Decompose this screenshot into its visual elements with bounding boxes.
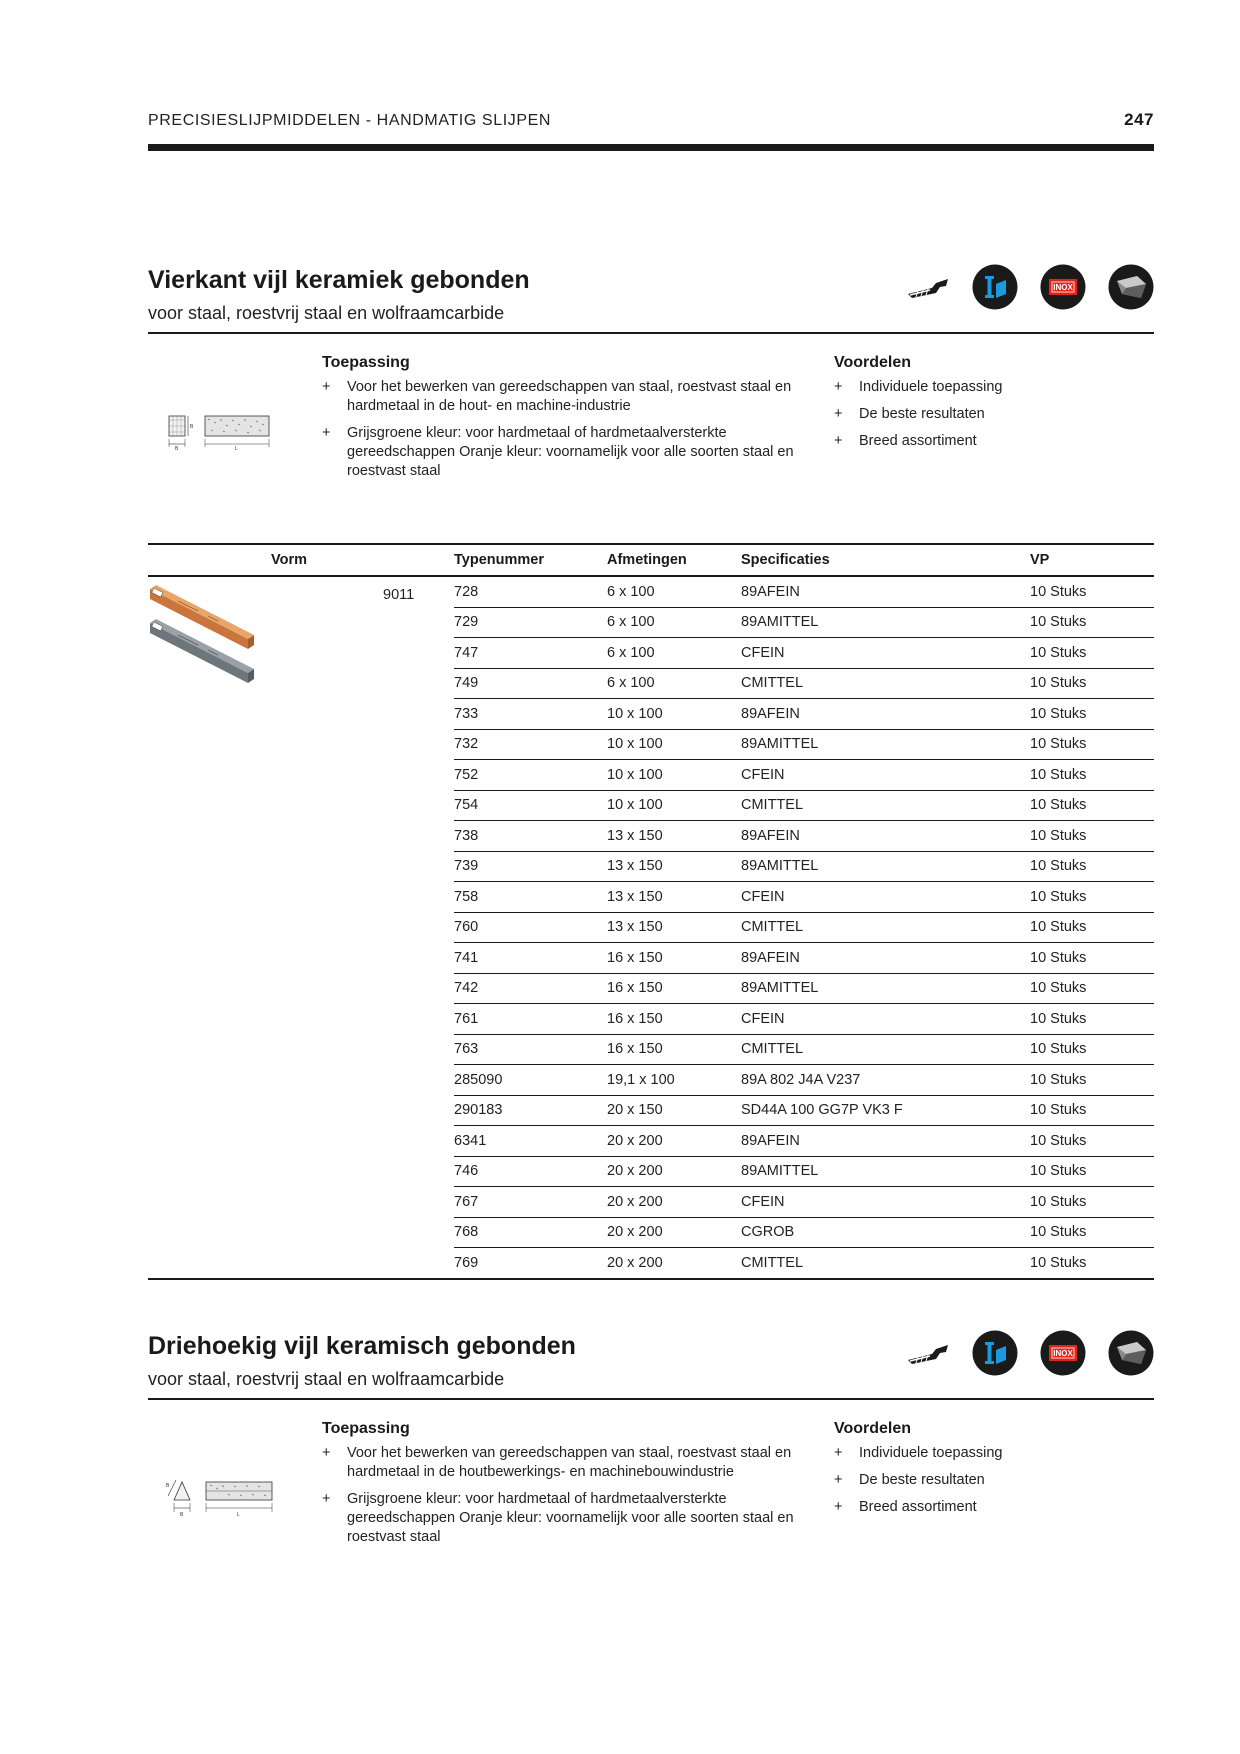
- specificaties-cell: 89AMITTEL: [741, 973, 1030, 1004]
- specificaties-cell: 89AFEIN: [741, 699, 1030, 730]
- typenummer-cell: 739: [454, 851, 607, 882]
- table-row: [148, 576, 1154, 607]
- typenummer-cell: 747: [454, 638, 607, 669]
- hand-tool-icon: [906, 273, 950, 301]
- typenummer-cell: 752: [454, 760, 607, 791]
- specificaties-cell: CGROB: [741, 1217, 1030, 1248]
- voordelen-list: [834, 1444, 1134, 1517]
- specificaties-cell: 89AFEIN: [741, 943, 1030, 974]
- vp-cell: 10 Stuks: [1030, 1126, 1154, 1157]
- voordelen-heading: Voordelen: [834, 1420, 912, 1437]
- steel-i-beam-icon: [972, 264, 1018, 310]
- vp-cell: 10 Stuks: [1030, 638, 1154, 669]
- afmetingen-cell: 16 x 150: [607, 943, 741, 974]
- typenummer-cell: 6341: [454, 1126, 607, 1157]
- col-header-vp: VP: [1030, 544, 1154, 576]
- specificaties-cell: 89A 802 J4A V237: [741, 1065, 1030, 1096]
- specificaties-cell: CMITTEL: [741, 1248, 1030, 1279]
- specificaties-cell: 89AMITTEL: [741, 1156, 1030, 1187]
- vp-cell: 10 Stuks: [1030, 607, 1154, 638]
- title-rule: [148, 1398, 1154, 1400]
- afmetingen-cell: 10 x 100: [607, 699, 741, 730]
- toepassing-heading: Toepassing: [322, 1420, 410, 1437]
- vp-cell: 10 Stuks: [1030, 576, 1154, 607]
- page-number: 247: [1124, 110, 1154, 129]
- title-rule: [148, 332, 1154, 334]
- afmetingen-cell: 10 x 100: [607, 729, 741, 760]
- col-header-specificaties: Specificaties: [741, 544, 1030, 576]
- afmetingen-cell: 10 x 100: [607, 760, 741, 791]
- toepassing-column: [322, 1420, 802, 1555]
- afmetingen-cell: 10 x 100: [607, 790, 741, 821]
- vorm-cell: [148, 576, 454, 1279]
- list-item: + Voor het bewerken van gereedschappen van staal, roestvast staal en hardmetaal in de hout- en machine-industrie: [322, 379, 792, 414]
- application-icons: [906, 1330, 1154, 1376]
- inox-icon: [1040, 1330, 1086, 1376]
- afmetingen-cell: 19,1 x 100: [607, 1065, 741, 1096]
- dim-d-label: B: [190, 424, 194, 430]
- specificaties-cell: CMITTEL: [741, 1034, 1030, 1065]
- typenummer-cell: 728: [454, 576, 607, 607]
- list-item: + De beste resultaten: [834, 1472, 985, 1488]
- vp-cell: 10 Stuks: [1030, 1004, 1154, 1035]
- vp-cell: 10 Stuks: [1030, 760, 1154, 791]
- voordelen-heading: Voordelen: [834, 354, 912, 371]
- specificaties-cell: 89AFEIN: [741, 1126, 1030, 1157]
- typenummer-cell: 749: [454, 668, 607, 699]
- col-header-typenummer: Typenummer: [454, 544, 607, 576]
- specificaties-cell: 89AMITTEL: [741, 851, 1030, 882]
- list-item: + Grijsgroene kleur: voor hardmetaal of hardmetaalversterkte gereedschappen Oranje kleur: voornamelijk voor alle soorten staal en roestvast staal: [322, 1491, 794, 1545]
- vp-cell: 10 Stuks: [1030, 973, 1154, 1004]
- hand-tool-icon: [906, 1339, 950, 1367]
- afmetingen-cell: 13 x 150: [607, 821, 741, 852]
- carbide-icon: [1108, 1330, 1154, 1376]
- running-header: PRECISIESLIJPMIDDELEN - HANDMATIG SLIJPEN: [148, 112, 552, 129]
- inox-icon: [1040, 264, 1086, 310]
- section-subtitle: voor staal, roestvrij staal en wolfraamcarbide: [148, 303, 505, 323]
- vp-cell: 10 Stuks: [1030, 1095, 1154, 1126]
- afmetingen-cell: 20 x 150: [607, 1095, 741, 1126]
- col-header-afmetingen: Afmetingen: [607, 544, 741, 576]
- afmetingen-cell: 16 x 150: [607, 1034, 741, 1065]
- vp-cell: 10 Stuks: [1030, 729, 1154, 760]
- toepassing-list: [322, 1444, 802, 1547]
- triangle-profile-diagram: [162, 1474, 274, 1525]
- dim-b-label: B: [180, 1512, 184, 1518]
- dim-b-label: B: [175, 446, 179, 452]
- list-item: + Voor het bewerken van gereedschappen van staal, roestvast staal en hardmetaal in de houtbewerkings- en machinebouwindustrie: [322, 1445, 792, 1480]
- typenummer-cell: 746: [454, 1156, 607, 1187]
- vp-cell: 10 Stuks: [1030, 668, 1154, 699]
- afmetingen-cell: 13 x 150: [607, 882, 741, 913]
- voordelen-column: [834, 354, 1134, 459]
- specificaties-cell: 89AMITTEL: [741, 729, 1030, 760]
- toepassing-column: [322, 354, 802, 489]
- vp-cell: 10 Stuks: [1030, 912, 1154, 943]
- typenummer-cell: 732: [454, 729, 607, 760]
- afmetingen-cell: 20 x 200: [607, 1248, 741, 1279]
- vp-cell: 10 Stuks: [1030, 790, 1154, 821]
- afmetingen-cell: 20 x 200: [607, 1187, 741, 1218]
- afmetingen-cell: 20 x 200: [607, 1126, 741, 1157]
- vp-cell: 10 Stuks: [1030, 1248, 1154, 1279]
- list-item: + De beste resultaten: [834, 406, 985, 422]
- vp-cell: 10 Stuks: [1030, 1065, 1154, 1096]
- specificaties-cell: CFEIN: [741, 882, 1030, 913]
- typenummer-cell: 738: [454, 821, 607, 852]
- dim-l-label: L: [235, 446, 238, 452]
- dim-d-label: B: [166, 1483, 170, 1489]
- typenummer-cell: 767: [454, 1187, 607, 1218]
- toepassing-heading: Toepassing: [322, 354, 410, 371]
- col-header-vorm: Vorm: [148, 544, 454, 576]
- specificaties-cell: CFEIN: [741, 1004, 1030, 1035]
- afmetingen-cell: 6 x 100: [607, 668, 741, 699]
- list-item: + Individuele toepassing: [834, 379, 1003, 395]
- vp-cell: 10 Stuks: [1030, 1217, 1154, 1248]
- section-title: Driehoekig vijl keramisch gebonden: [148, 1332, 576, 1360]
- voordelen-column: [834, 1420, 1134, 1525]
- vp-cell: 10 Stuks: [1030, 1187, 1154, 1218]
- steel-i-beam-icon: [972, 1330, 1018, 1376]
- typenummer-cell: 729: [454, 607, 607, 638]
- toepassing-list: [322, 378, 802, 481]
- list-item: + Grijsgroene kleur: voor hardmetaal of hardmetaalversterkte gereedschappen Oranje kleur: voornamelijk voor alle soorten staal en roestvast staal: [322, 425, 794, 479]
- dim-l-label: L: [237, 1512, 240, 1518]
- vp-cell: 10 Stuks: [1030, 699, 1154, 730]
- typenummer-cell: 761: [454, 1004, 607, 1035]
- afmetingen-cell: 16 x 150: [607, 973, 741, 1004]
- specificaties-cell: CFEIN: [741, 638, 1030, 669]
- product-image: [148, 581, 256, 695]
- vp-cell: 10 Stuks: [1030, 943, 1154, 974]
- section-subtitle: voor staal, roestvrij staal en wolfraamcarbide: [148, 1369, 505, 1389]
- header-rule: [148, 144, 1154, 151]
- vp-cell: 10 Stuks: [1030, 821, 1154, 852]
- afmetingen-cell: 6 x 100: [607, 576, 741, 607]
- specificaties-cell: CFEIN: [741, 760, 1030, 791]
- specificaties-cell: SD44A 100 GG7P VK3 F: [741, 1095, 1030, 1126]
- vp-cell: 10 Stuks: [1030, 1034, 1154, 1065]
- square-profile-diagram: [168, 410, 270, 457]
- voordelen-list: [834, 378, 1134, 451]
- inox-label: INOX: [1053, 1349, 1073, 1358]
- typenummer-cell: 733: [454, 699, 607, 730]
- list-item: + Breed assortiment: [834, 433, 977, 449]
- afmetingen-cell: 6 x 100: [607, 607, 741, 638]
- vp-cell: 10 Stuks: [1030, 882, 1154, 913]
- carbide-icon: [1108, 264, 1154, 310]
- typenummer-cell: 768: [454, 1217, 607, 1248]
- specificaties-cell: CMITTEL: [741, 668, 1030, 699]
- typenummer-cell: 758: [454, 882, 607, 913]
- afmetingen-cell: 13 x 150: [607, 912, 741, 943]
- application-icons: [906, 264, 1154, 310]
- list-item: + Individuele toepassing: [834, 1445, 1003, 1461]
- typenummer-cell: 763: [454, 1034, 607, 1065]
- product-table: [148, 543, 1154, 1280]
- afmetingen-cell: 16 x 150: [607, 1004, 741, 1035]
- afmetingen-cell: 20 x 200: [607, 1217, 741, 1248]
- typenummer-cell: 741: [454, 943, 607, 974]
- afmetingen-cell: 13 x 150: [607, 851, 741, 882]
- section-square-file: [148, 266, 1154, 479]
- afmetingen-cell: 20 x 200: [607, 1156, 741, 1187]
- specificaties-cell: CMITTEL: [741, 790, 1030, 821]
- typenummer-cell: 769: [454, 1248, 607, 1279]
- inox-label: INOX: [1053, 283, 1073, 292]
- typenummer-cell: 290183: [454, 1095, 607, 1126]
- article-number: 9011: [383, 587, 415, 603]
- section-triangular-file: [148, 1332, 1154, 1545]
- specificaties-cell: 89AFEIN: [741, 821, 1030, 852]
- section-title: Vierkant vijl keramiek gebonden: [148, 266, 530, 294]
- typenummer-cell: 285090: [454, 1065, 607, 1096]
- specificaties-cell: CMITTEL: [741, 912, 1030, 943]
- vp-cell: 10 Stuks: [1030, 1156, 1154, 1187]
- list-item: + Breed assortiment: [834, 1499, 977, 1515]
- specificaties-cell: CFEIN: [741, 1187, 1030, 1218]
- typenummer-cell: 754: [454, 790, 607, 821]
- typenummer-cell: 760: [454, 912, 607, 943]
- specificaties-cell: 89AMITTEL: [741, 607, 1030, 638]
- table-header-row: [148, 544, 1154, 576]
- typenummer-cell: 742: [454, 973, 607, 1004]
- specificaties-cell: 89AFEIN: [741, 576, 1030, 607]
- afmetingen-cell: 6 x 100: [607, 638, 741, 669]
- vp-cell: 10 Stuks: [1030, 851, 1154, 882]
